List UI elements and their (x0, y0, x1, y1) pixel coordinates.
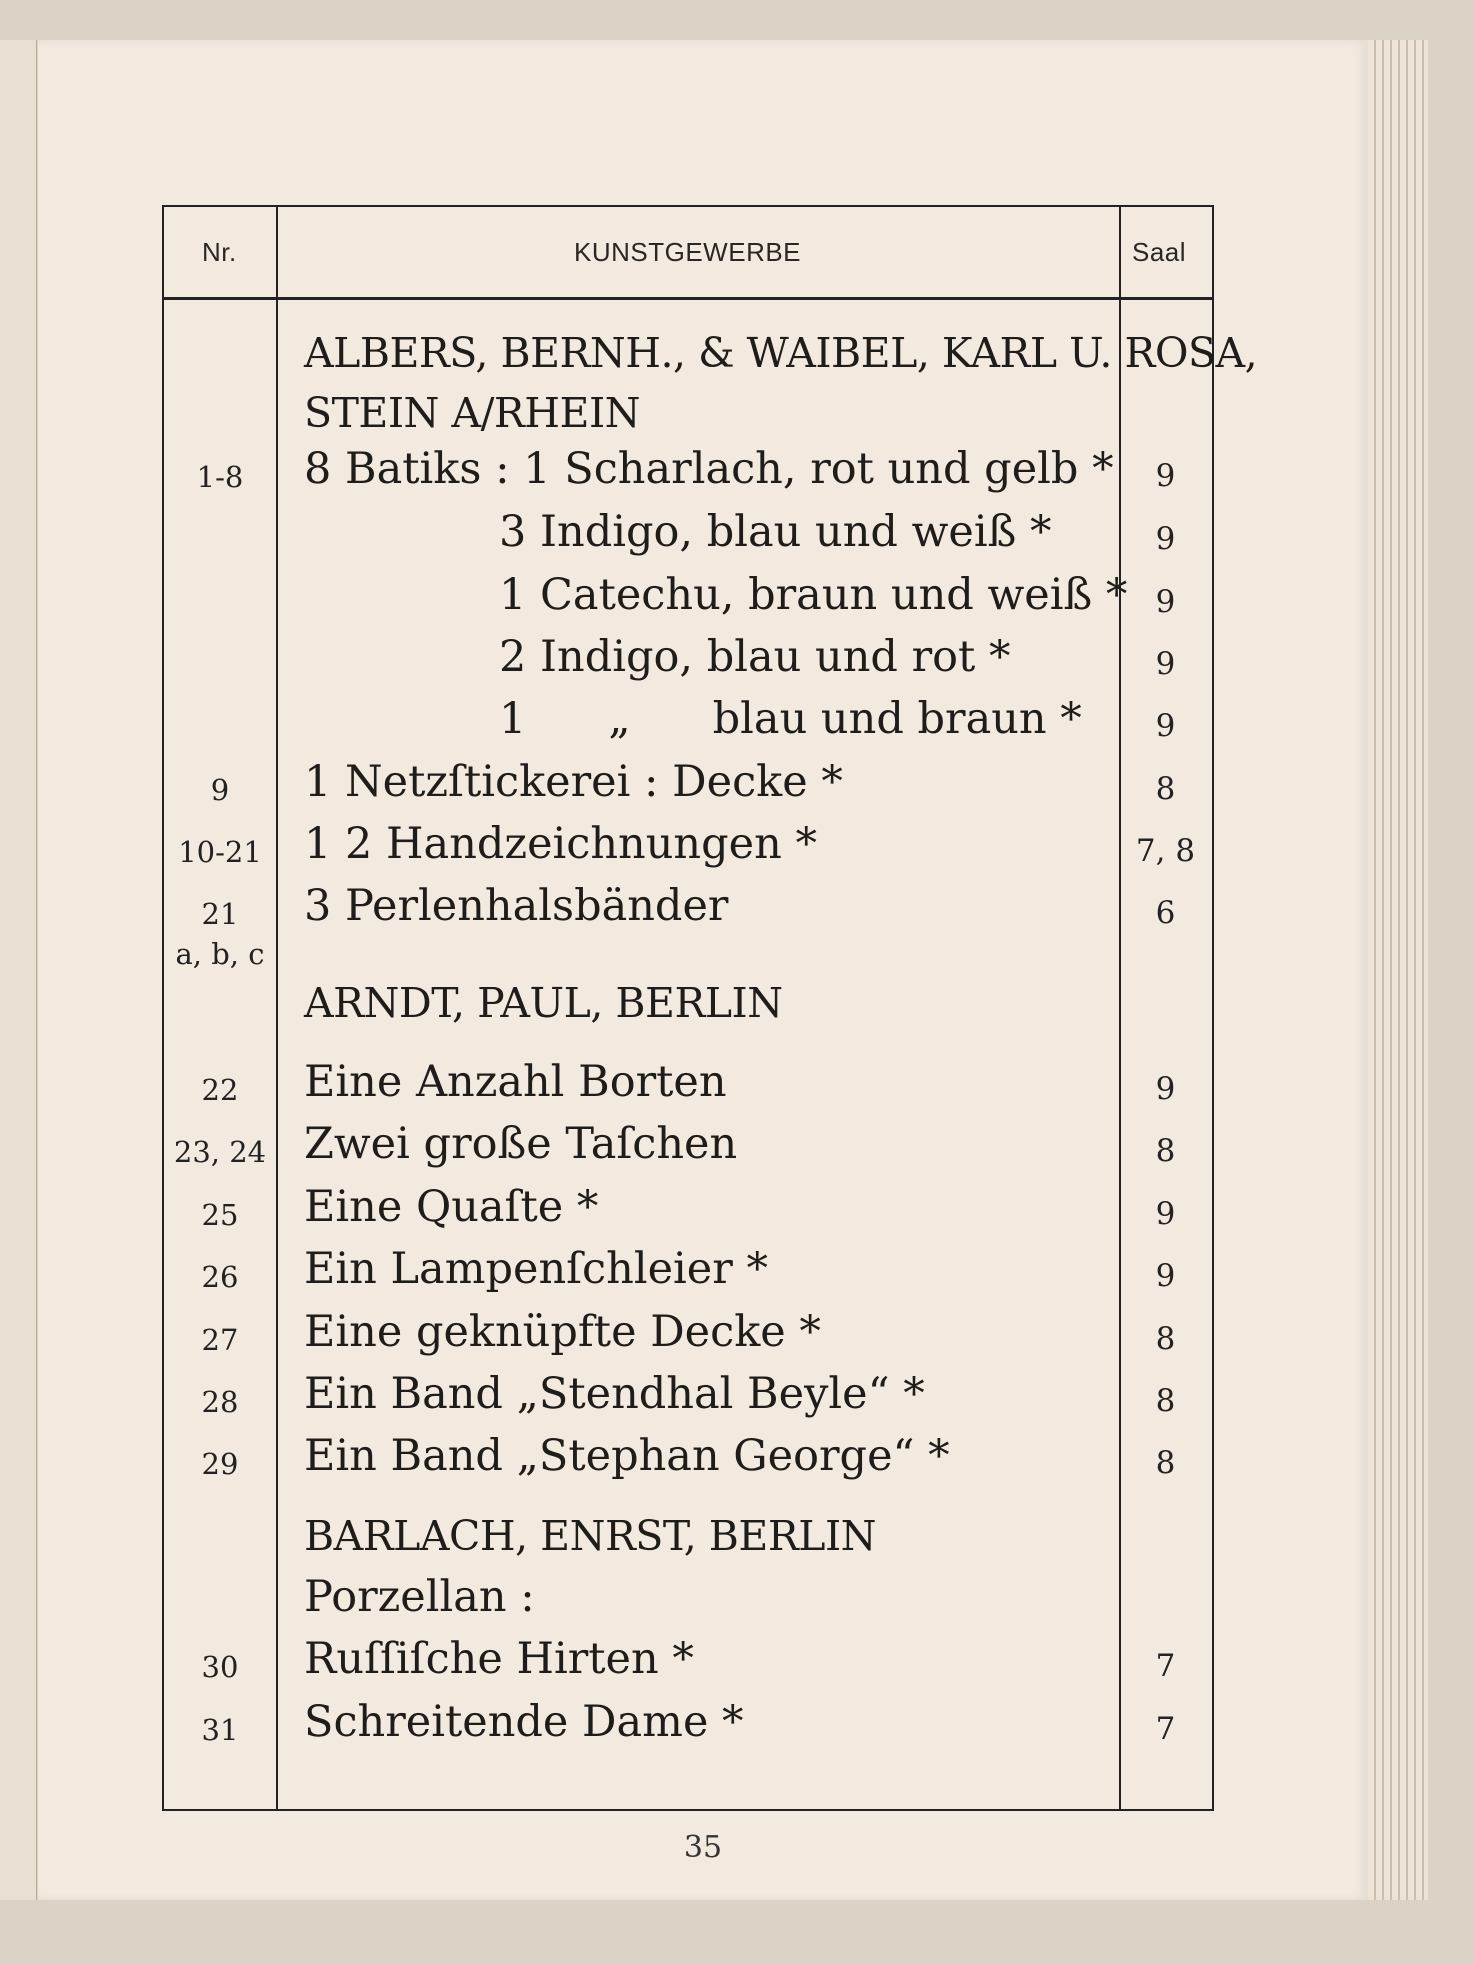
item-description: Ruſſiſche Hirten * (304, 1634, 694, 1684)
item-number: 29 (201, 1447, 239, 1481)
item-room: 7 (1155, 1711, 1176, 1747)
artist-name-line: ALBERS, BERNH., & WAIBEL, KARL U. ROSA, (304, 329, 1258, 377)
item-room: 7 (1155, 1648, 1176, 1684)
item-description: Eine geknüpfte Decke * (304, 1307, 821, 1357)
item-room: 9 (1155, 458, 1176, 494)
artist-name-line: STEIN A/RHEIN (304, 389, 641, 437)
item-number: 1-8 (196, 460, 244, 494)
item-description: 8 Batiks : 1 Scharlach, rot und gelb * (304, 444, 1114, 494)
item-number: 22 (201, 1073, 239, 1107)
table-row (164, 1572, 1212, 1634)
table-row (164, 1244, 1212, 1306)
item-description: Zwei große Taſchen (304, 1119, 738, 1169)
header-title: KUNSTGEWERBE (574, 237, 802, 267)
table-row (164, 1182, 1212, 1244)
table-row (164, 921, 1212, 983)
artist-name-line: BARLACH, ENRST, BERLIN (304, 1512, 877, 1560)
item-number: 21 (201, 897, 239, 931)
item-room: 6 (1155, 895, 1176, 931)
page-stack-edges (1368, 40, 1428, 1900)
table-row (164, 507, 1212, 569)
item-room: 9 (1155, 1196, 1176, 1232)
item-room: 8 (1155, 1445, 1176, 1481)
item-description: Porzellan : (304, 1572, 535, 1622)
table-row (164, 632, 1212, 694)
item-room: 8 (1155, 1321, 1176, 1357)
item-description: 1 Catechu, braun und weiß * (499, 570, 1128, 620)
table-row (164, 1634, 1212, 1696)
item-description: Ein Lampenſchleier * (304, 1244, 768, 1294)
item-room: 9 (1155, 1071, 1176, 1107)
item-number: 25 (201, 1198, 239, 1232)
item-number: 30 (201, 1650, 239, 1684)
header-saal: Saal (1132, 237, 1187, 267)
item-description: Ein Band „Stephan George“ * (304, 1431, 950, 1481)
item-description: 1 Netzſtickerei : Decke * (304, 757, 843, 807)
page-number: 35 (683, 1830, 723, 1865)
item-description: 1 2 Handzeichnungen * (304, 819, 817, 869)
item-room: 9 (1155, 584, 1176, 620)
item-number: 10-21 (178, 835, 262, 869)
left-page-edge (0, 40, 37, 1900)
table-row (164, 1431, 1212, 1493)
item-room: 7, 8 (1135, 833, 1196, 869)
item-description: 3 Indigo, blau und weiß * (499, 507, 1052, 557)
item-room: 8 (1155, 771, 1176, 807)
item-description: Eine Quaſte * (304, 1182, 599, 1232)
table-row (164, 1057, 1212, 1119)
table-row (164, 757, 1212, 819)
item-number: 28 (201, 1385, 239, 1419)
table-row (164, 1369, 1212, 1431)
header-rule (164, 297, 1212, 300)
item-number: 31 (201, 1713, 239, 1747)
item-description: 1 „ blau und braun * (499, 694, 1082, 744)
item-room: 8 (1155, 1133, 1176, 1169)
item-room: 9 (1155, 1258, 1176, 1294)
item-number: 26 (201, 1260, 239, 1294)
artist-name-line: ARNDT, PAUL, BERLIN (304, 979, 783, 1027)
table-row (164, 819, 1212, 881)
table-row (164, 694, 1212, 756)
item-description: Eine Anzahl Borten (304, 1057, 727, 1107)
catalog-table (162, 205, 1258, 1811)
item-description: Ein Band „Stendhal Beyle“ * (304, 1369, 925, 1419)
item-room: 9 (1155, 646, 1176, 682)
item-room: 9 (1155, 521, 1176, 557)
table-row (164, 1119, 1212, 1181)
item-description: Schreitende Dame * (304, 1697, 744, 1747)
table-row (164, 1307, 1212, 1369)
item-room: 9 (1155, 708, 1176, 744)
table-row (164, 1697, 1212, 1759)
item-description: 3 Perlenhalsbänder (304, 881, 729, 931)
item-number: 9 (210, 773, 230, 807)
item-description: 2 Indigo, blau und rot * (499, 632, 1011, 682)
catalog-page (38, 40, 1368, 1900)
table-row (164, 570, 1212, 632)
table-row (164, 444, 1212, 506)
header-nr: Nr. (202, 237, 237, 267)
item-number: a, b, c (175, 937, 265, 971)
item-room: 8 (1155, 1383, 1176, 1419)
item-number: 27 (201, 1323, 239, 1357)
item-number: 23, 24 (173, 1135, 267, 1169)
